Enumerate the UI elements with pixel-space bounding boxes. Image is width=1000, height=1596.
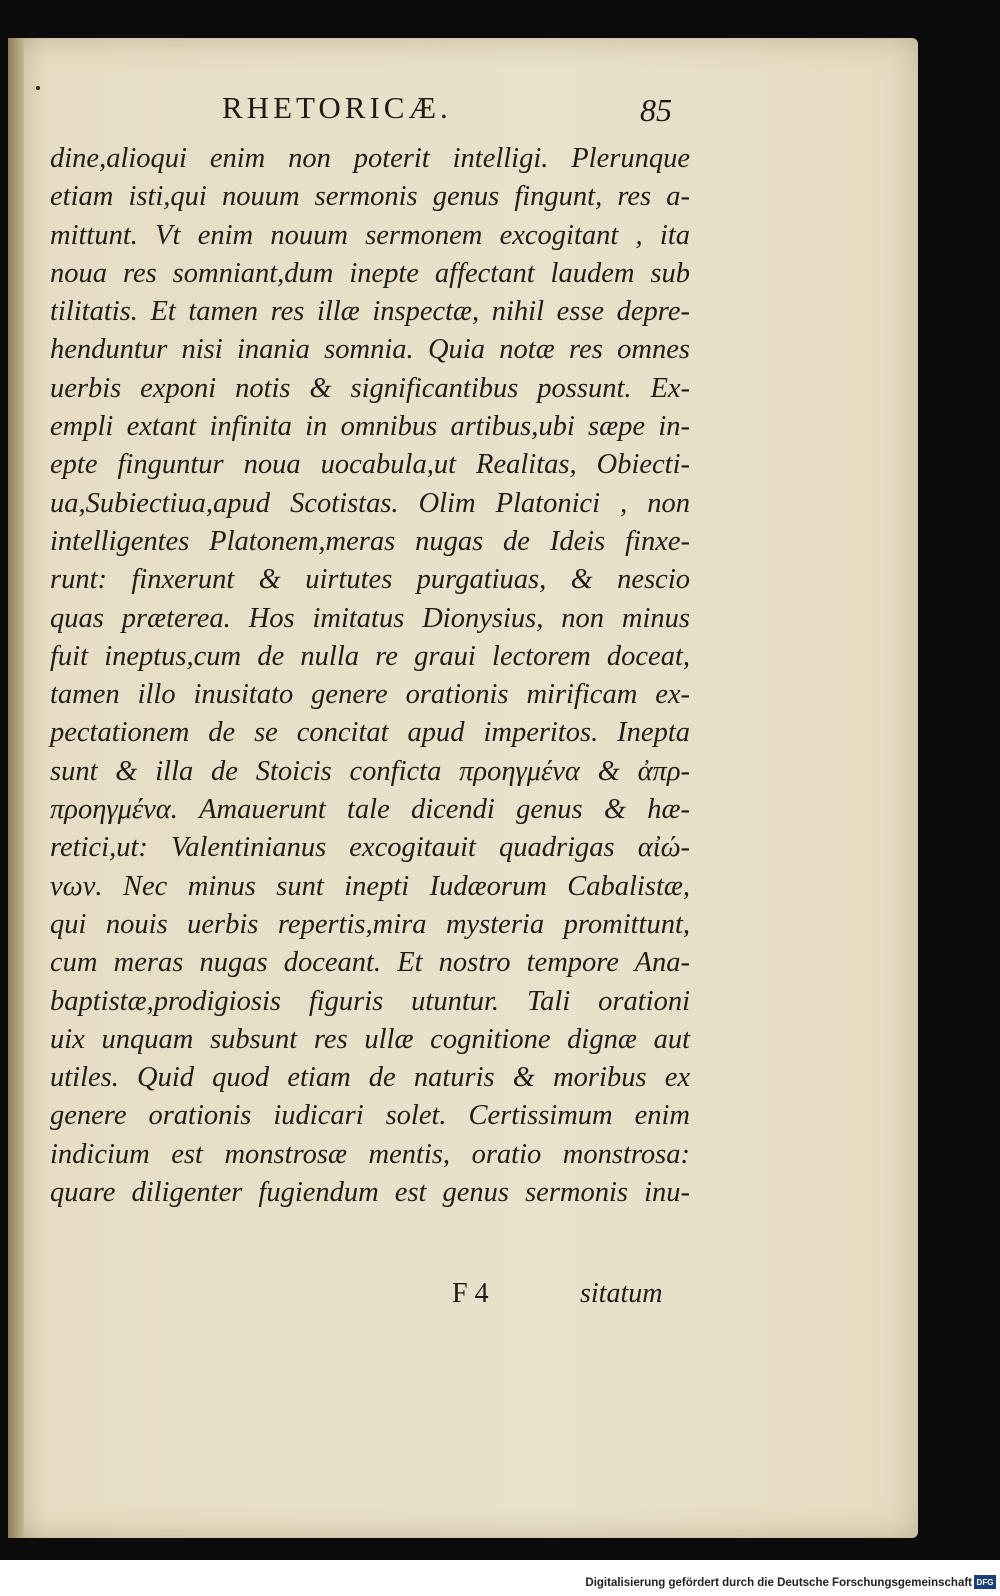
text-line: tamen illo inusitato genere orationis mirificam ex- <box>50 679 690 711</box>
ink-spot <box>36 86 40 90</box>
text-line: etiam isti,qui nouum sermonis genus fingunt, res a- <box>50 181 690 213</box>
text-line: νων. Nec minus sunt inepti Iudæorum Cabalistæ, <box>50 870 690 902</box>
text-line: mittunt. Vt enim nouum sermonem excogitant , ita <box>50 219 690 251</box>
text-line: qui nouis uerbis repertis,mira mysteria promittunt, <box>50 908 690 940</box>
signature-mark: F 4 <box>452 1278 489 1309</box>
text-line: empli extant infinita in omnibus artibus,ubi sæpe in- <box>50 411 690 443</box>
text-line: henduntur nisi inania somnia. Quia notæ res omnes <box>50 334 690 366</box>
funding-credit: Digitalisierung gefördert durch die Deutsche Forschungsgemeinschaft <box>585 1577 972 1589</box>
text-line: pectationem de se concitat apud imperitos. Inepta <box>50 717 690 749</box>
text-line: indicium est monstrosæ mentis, oratio monstrosa: <box>50 1138 690 1170</box>
text-line: quare diligenter fugiendum est genus sermonis inu- <box>50 1177 690 1209</box>
text-line: cum meras nugas doceant. Et nostro tempore Ana- <box>50 947 690 979</box>
text-line: utiles. Quid quod etiam de naturis & moribus ex <box>50 1062 690 1094</box>
text-line: retici,ut: Valentinianus excogitauit quadrigas αἰώ- <box>50 832 690 864</box>
text-line: dine,alioqui enim non poterit intelligi. Plerunque <box>50 143 690 174</box>
text-line: runt: finxerunt & uirtutes purgatiuas, & nescio <box>50 564 690 596</box>
text-line: προηγμένα. Amauerunt tale dicendi genus & hæ- <box>50 794 690 826</box>
text-line: genere orationis iudicari solet. Certissimum enim <box>50 1100 690 1132</box>
text-line: noua res somniant,dum inepte affectant laudem sub <box>50 257 690 289</box>
dfg-logo: DFG <box>974 1575 996 1589</box>
text-line: intelligentes Platonem,meras nugas de Ideis finxe- <box>50 525 690 557</box>
page-gutter <box>8 38 24 1538</box>
text-line: sunt & illa de Stoicis conficta προηγμένα & ἀπρ- <box>50 755 690 787</box>
running-head: RHETORICÆ. <box>222 90 452 125</box>
text-line: quas præterea. Hos imitatus Dionysius, non minus <box>50 602 690 634</box>
text-line: uerbis exponi notis & significantibus possunt. Ex- <box>50 372 690 404</box>
body-text <box>50 140 690 1212</box>
catchword: sitatum <box>580 1278 663 1309</box>
text-line: ua,Subiectiua,apud Scotistas. Olim Platonici , non <box>50 487 690 519</box>
text-line: baptistæ,prodigiosis figuris utuntur. Tali orationi <box>50 985 690 1017</box>
text-line: epte finguntur noua uocabula,ut Realitas, Obiecti- <box>50 449 690 481</box>
text-line: uix unquam subsunt res ullæ cognitione dignæ aut <box>50 1023 690 1055</box>
text-line: fuit ineptus,cum de nulla re graui lectorem doceat, <box>50 640 690 672</box>
page-number: 85 <box>640 92 672 128</box>
text-line: tilitatis. Et tamen res illæ inspectæ, nihil esse depre- <box>50 296 690 328</box>
